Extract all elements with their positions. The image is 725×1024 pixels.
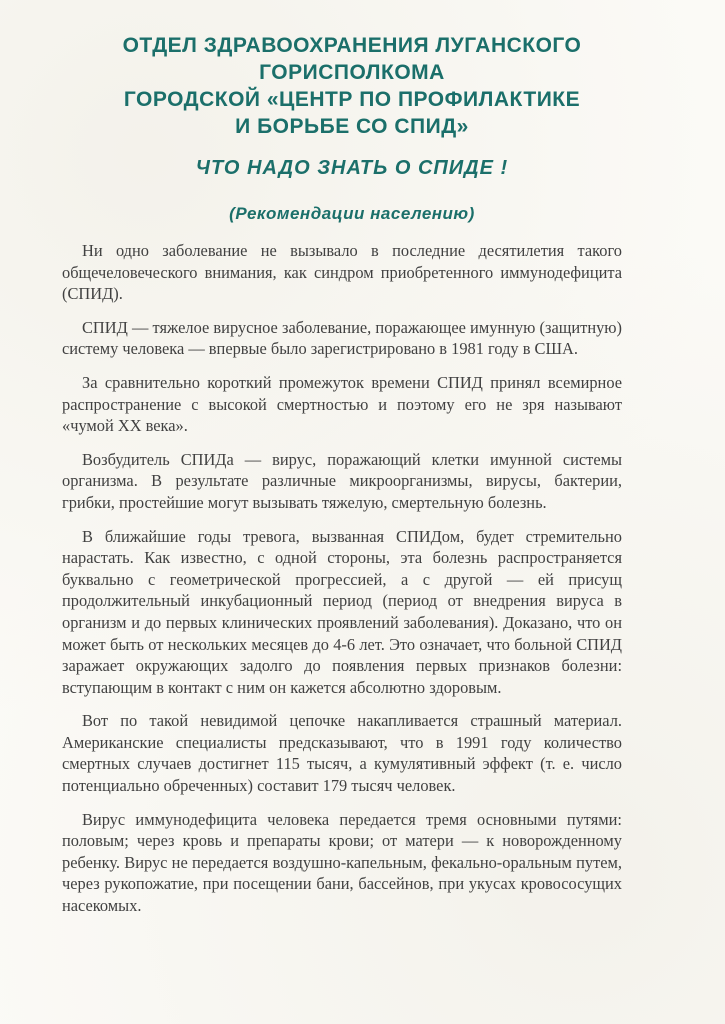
header-org-line-4: И БОРЬБЕ СО СПИД»	[235, 115, 469, 138]
paragraph-7: Вирус иммунодефицита человека передается тремя основными путями: половым; через кровь и препараты крови; от матери — к новорожденному ребенку. Вирус не передается воздушно-капельным, фекально-оральным путем, через рукопожатие, при посещении бани, бассейнов, при укусах кровососущих насекомых.	[62, 809, 622, 916]
paragraph-6: Вот по такой невидимой цепочке накапливается страшный материал. Американские специалисты предсказывают, что в 1991 году количество смертных случаев достигнет 115 тысяч, а кумулятивный эффект (т. е. число потенциально обреченных) составит 179 тысяч человек.	[62, 711, 622, 796]
header-org-line-1: ОТДЕЛ ЗДРАВООХРАНЕНИЯ ЛУГАНСКОГО	[122, 34, 582, 57]
paragraph-1: Ни одно заболевание не вызывало в последние десятилетия такого общечеловеческого внимания, как синдром приобретенного иммунодефицита (СПИД).	[62, 241, 622, 304]
paragraph-2: СПИД — тяжелое вирусное заболевание, поражающее имунную (защитную) систему человека — впервые было зарегистрировано в 1981 году в США.	[62, 317, 622, 359]
document-header	[36, 32, 668, 225]
header-org-line-2: ГОРИСПОЛКОМА	[259, 61, 445, 84]
paragraph-5: В ближайшие годы тревога, вызванная СПИДом, будет стремительно нарастать. Как известно, с одной стороны, эта болезнь распространяется буквально с геометрической прогрессией, а с другой — ей присущ продолжительный инкубационный период (период от внедрения вируса в организм и до первых клинических проявлений заболевания). Доказано, что он может быть от нескольких месяцев до 4-6 лет. Это означает, что больной СПИД заражает окружающих задолго до появления первых признаков болезни: вступающим в контакт с ним он кажется абсолютно здоровым.	[62, 526, 622, 697]
document-body	[62, 240, 622, 917]
paragraph-3: За сравнительно короткий промежуток времени СПИД принял всемирное распространение с высокой смертностью и поэтому его не зря называют «чумой XX века».	[62, 372, 622, 436]
paragraph-4: Возбудитель СПИДа — вирус, поражающий клетки имунной системы организма. В результате различные микроорганизмы, вирусы, бактерии, грибки, простейшие могут вызывать тяжелую, смертельную болезнь.	[62, 449, 622, 512]
header-org-line-3: ГОРОДСКОЙ «ЦЕНТР ПО ПРОФИЛАКТИКЕ	[123, 88, 581, 111]
document-title: ЧТО НАДО ЗНАТЬ О СПИДЕ !	[195, 157, 509, 179]
document-subtitle: (Рекомендации населению)	[229, 204, 475, 223]
